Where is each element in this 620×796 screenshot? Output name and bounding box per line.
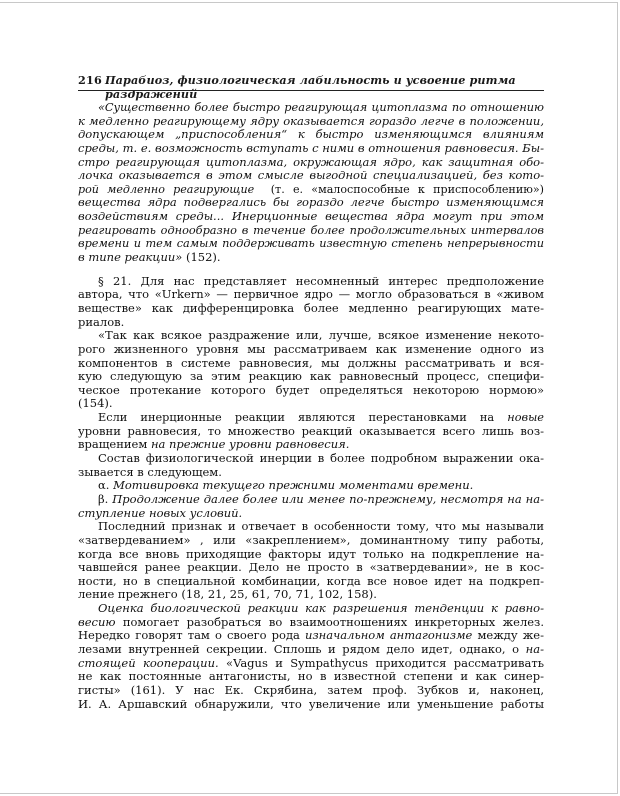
text-line: вещества ядра подвергались бы гораздо легче быстро изменяющимся — [78, 195, 544, 210]
text-line: среды, т. е. возможность вступать с ними в отношения равновесия. Бы- — [78, 140, 544, 155]
text-span-italic: стоящей кооперации. — [78, 655, 219, 670]
paragraph-section-21 — [78, 275, 544, 330]
text-line — [78, 616, 544, 630]
header-rule — [78, 90, 544, 91]
text-span-italic: весию — [78, 614, 116, 629]
text-line: гисты» (161). У нас Ек. Скрябина, затем проф. Зубков и, наконец, — [78, 682, 544, 697]
document-page — [0, 2, 618, 794]
text-line: Последний признак и отвечает в особенности тому, что мы называли — [98, 519, 544, 534]
text-line: «Так как всякое раздражение или, лучше, всякое изменение некото- — [98, 328, 544, 343]
text-line: § 21. Для нас представляет несомненный интерес предположение — [98, 273, 544, 288]
text-line: лочка оказывается в этом смысле выгодной специализацией, без кото- — [78, 168, 544, 183]
text-line — [78, 438, 544, 452]
text-span: вращением — [78, 437, 148, 452]
text-span-italic: Продолжение далее более или менее по-прежнему, несмотря на на- — [112, 491, 544, 506]
page-number: 216 — [78, 73, 102, 87]
text-line — [78, 657, 544, 671]
text-span: (т. е. «малоспособные к приспособлению») — [270, 182, 544, 196]
running-header — [78, 73, 544, 101]
text-span-italic: на прежние уровни равновесия. — [150, 437, 350, 452]
text-line: «Существенно более быстро реагирующая цитоплазма по отношению — [98, 101, 544, 114]
text-line: зывается в следующем. — [78, 464, 222, 479]
text-span: Если инерционные реакции являются перестановками на — [98, 411, 495, 425]
text-span: помогает разобраться во взаимоотношениях инкреторных желез. — [115, 614, 544, 629]
text-span-italic: Мотивировка текущего прежними моментами времени. — [113, 478, 474, 493]
text-line: Оценка биологической реакции как разрешения тенденции к равно- — [98, 601, 544, 616]
text-line: рого жизненного уровня мы рассматриваем как изменение одного из — [78, 341, 544, 356]
text-line: чавшейся ранее реакции. Дело не просто в «затвердевании», не в кос- — [78, 560, 544, 575]
text-line: ческое протекание которого будет определяться некоторою нормою» — [78, 382, 544, 397]
text-line — [78, 479, 544, 493]
text-line — [78, 411, 544, 425]
list-item-beta — [78, 493, 544, 520]
text-line: веществе» как дифференцировка более медленно реагирующих мате- — [78, 300, 544, 315]
text-line: (154). — [78, 396, 113, 411]
text-line: ление прежнего (18, 21, 25, 61, 70, 71, 102, 158). — [78, 587, 377, 602]
text-span-italic: рой медленно реагирующие — [78, 182, 255, 196]
text-line: уровни равновесия, то множество реакций оказывается всего лишь воз- — [78, 423, 544, 438]
text-line: когда все вновь приходящие факторы идут только на подкрепление на- — [78, 546, 544, 561]
paragraph-inertial-reactions — [78, 411, 544, 452]
text-line — [78, 643, 544, 657]
list-marker: β. — [98, 491, 109, 506]
text-line: ступление новых условий. — [78, 505, 243, 520]
text-line: ности, но в специальной комбинации, когда все новое идет на подкреп- — [78, 573, 544, 588]
text-span-italic: на- — [525, 641, 544, 656]
text-span-italic: новые — [507, 411, 544, 425]
text-line: кую следующую за этим реакцию как равновесный процесс, специфи- — [78, 369, 544, 384]
paragraph-quote-152 — [78, 101, 544, 265]
text-line — [78, 493, 544, 507]
text-line: автора, что «Urkern» — первичное ядро — могло образоваться в «живом — [78, 287, 544, 302]
list-item-alpha — [78, 479, 544, 493]
list-marker: α. — [98, 478, 110, 493]
paragraph-last-sign — [78, 520, 544, 602]
text-line: И. А. Аршавский обнаружили, что увеличение или уменьшение работы — [78, 696, 544, 711]
text-line: времени и тем самым поддерживать известную степень непрерывности — [78, 237, 544, 251]
text-line: риалов. — [78, 314, 125, 329]
text-span-italic: в типе реакции» — [78, 250, 183, 265]
text-line — [78, 251, 544, 265]
text-line: воздействиям среды... Инерционные вещества ядра могут при этом — [78, 209, 544, 224]
text-span: Нередко говорят там о своего рода — [78, 628, 305, 643]
text-line: допускающем „приспособления“ к быстро изменяющимся влияниям — [78, 127, 544, 142]
text-span: лезами внутренней секреции. Сплошь и рядом дело идет, однако, о — [78, 641, 526, 656]
text-line: Состав физиологической инерции в более подробном выражении ока- — [98, 451, 544, 466]
paragraph-inertia-composition — [78, 452, 544, 479]
paragraph-biological-reaction — [78, 602, 544, 711]
text-line — [78, 629, 544, 643]
text-span: «Vagus и Sympathycus приходится рассматривать — [218, 655, 544, 670]
text-line: «затвердеванием» , или «закреплением», доминантному типу работы, — [78, 532, 544, 547]
text-line: к медленно реагирующему ядру оказывается гораздо легче в положении, — [78, 113, 544, 128]
paragraph-quote-154 — [78, 329, 544, 411]
text-line: стро реагирующая цитоплазма, окружающая ядро, как защитная обо- — [78, 154, 544, 169]
text-span-italic: изначальном антагонизме — [305, 628, 473, 643]
text-line: реагировать однообразно в течение более продолжительных интервалов — [78, 223, 544, 237]
text-span: между же- — [472, 628, 544, 643]
text-line: не как постоянные антагонисты, но в известной степени и как синер- — [78, 669, 544, 684]
running-title: Парабиоз, физиологическая лабильность и усвоение ритма раздражений — [105, 73, 516, 101]
text-line: компонентов в системе равновесия, мы должны рассматривать и вся- — [78, 355, 544, 370]
citation: (152). — [182, 250, 221, 265]
page-body — [78, 101, 544, 711]
text-line — [78, 183, 544, 197]
